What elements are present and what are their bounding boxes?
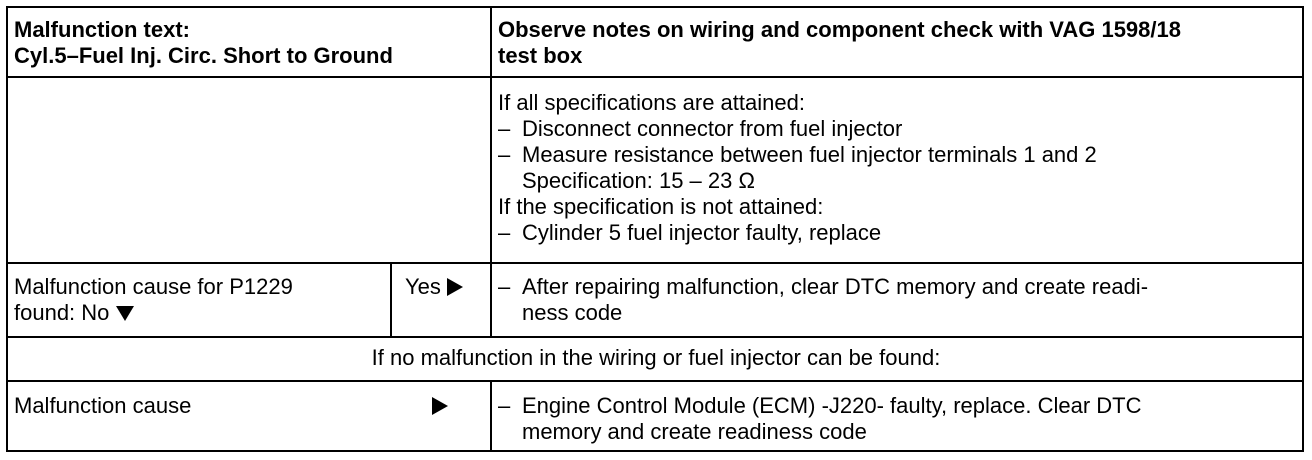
arrow-down-icon: [116, 306, 134, 321]
header-divider: [6, 76, 1304, 78]
bullet: –: [498, 116, 511, 141]
check-step-measure-text: Measure resistance between fuel injector terminals 1 and 2: [522, 142, 1097, 167]
row-divider-3: [6, 380, 1304, 382]
bullet: –: [498, 220, 511, 245]
arrow-right-icon: [447, 278, 463, 296]
cause-action-line2: ness code: [522, 300, 623, 325]
yes-label: [405, 274, 463, 300]
malfunction-text-heading: Malfunction text:: [14, 17, 190, 42]
bullet: –: [498, 142, 511, 167]
row-divider-1: [6, 262, 1304, 264]
table-border-bottom: [6, 450, 1304, 452]
malfunction-text-value: Cyl.5–Fuel Inj. Circ. Short to Ground: [14, 43, 393, 68]
arrow-right-icon: [432, 397, 448, 415]
bullet: –: [498, 274, 511, 299]
check-specification: Specification: 15 – 23 Ω: [522, 168, 755, 193]
bullet: –: [498, 393, 511, 418]
check-intro: If all specifications are attained:: [498, 90, 805, 115]
final-action-line1: [498, 393, 1142, 419]
check-not-attained: If the specification is not attained:: [498, 194, 824, 219]
cause-found-no: found: No: [14, 300, 110, 325]
cause-label-line2: [14, 300, 134, 326]
check-step-replace-text: Cylinder 5 fuel injector faulty, replace: [522, 220, 882, 245]
check-step-disconnect-text: Disconnect connector from fuel injector: [522, 116, 903, 141]
final-action-line2: memory and create readiness code: [522, 419, 867, 444]
cause-label-line1: Malfunction cause for P1229: [14, 274, 293, 299]
check-step-disconnect: [498, 116, 902, 142]
cause-action-text: After repairing malfunction, clear DTC memory and create readi-: [522, 274, 1149, 299]
check-step-replace: [498, 220, 881, 246]
check-step-measure: [498, 142, 1097, 168]
observe-notes-line1: Observe notes on wiring and component check with VAG 1598/18: [498, 17, 1181, 42]
final-arrow: [432, 393, 448, 419]
final-action-text: Engine Control Module (ECM) -J220- faulty, replace. Clear DTC: [522, 393, 1142, 418]
column-divider-main-top: [490, 6, 492, 336]
column-divider-main-bottom: [490, 380, 492, 452]
table-border-left: [6, 6, 8, 452]
table-border-right: [1302, 6, 1304, 452]
final-cause-label: Malfunction cause: [14, 393, 192, 418]
no-malfunction-note: If no malfunction in the wiring or fuel injector can be found:: [371, 345, 941, 370]
cause-action-line1: [498, 274, 1148, 300]
yes-text: Yes: [405, 274, 441, 299]
observe-notes-line2: test box: [498, 43, 583, 68]
column-divider-yes: [390, 262, 392, 336]
row-divider-2: [6, 336, 1304, 338]
table-border-top: [6, 6, 1304, 8]
